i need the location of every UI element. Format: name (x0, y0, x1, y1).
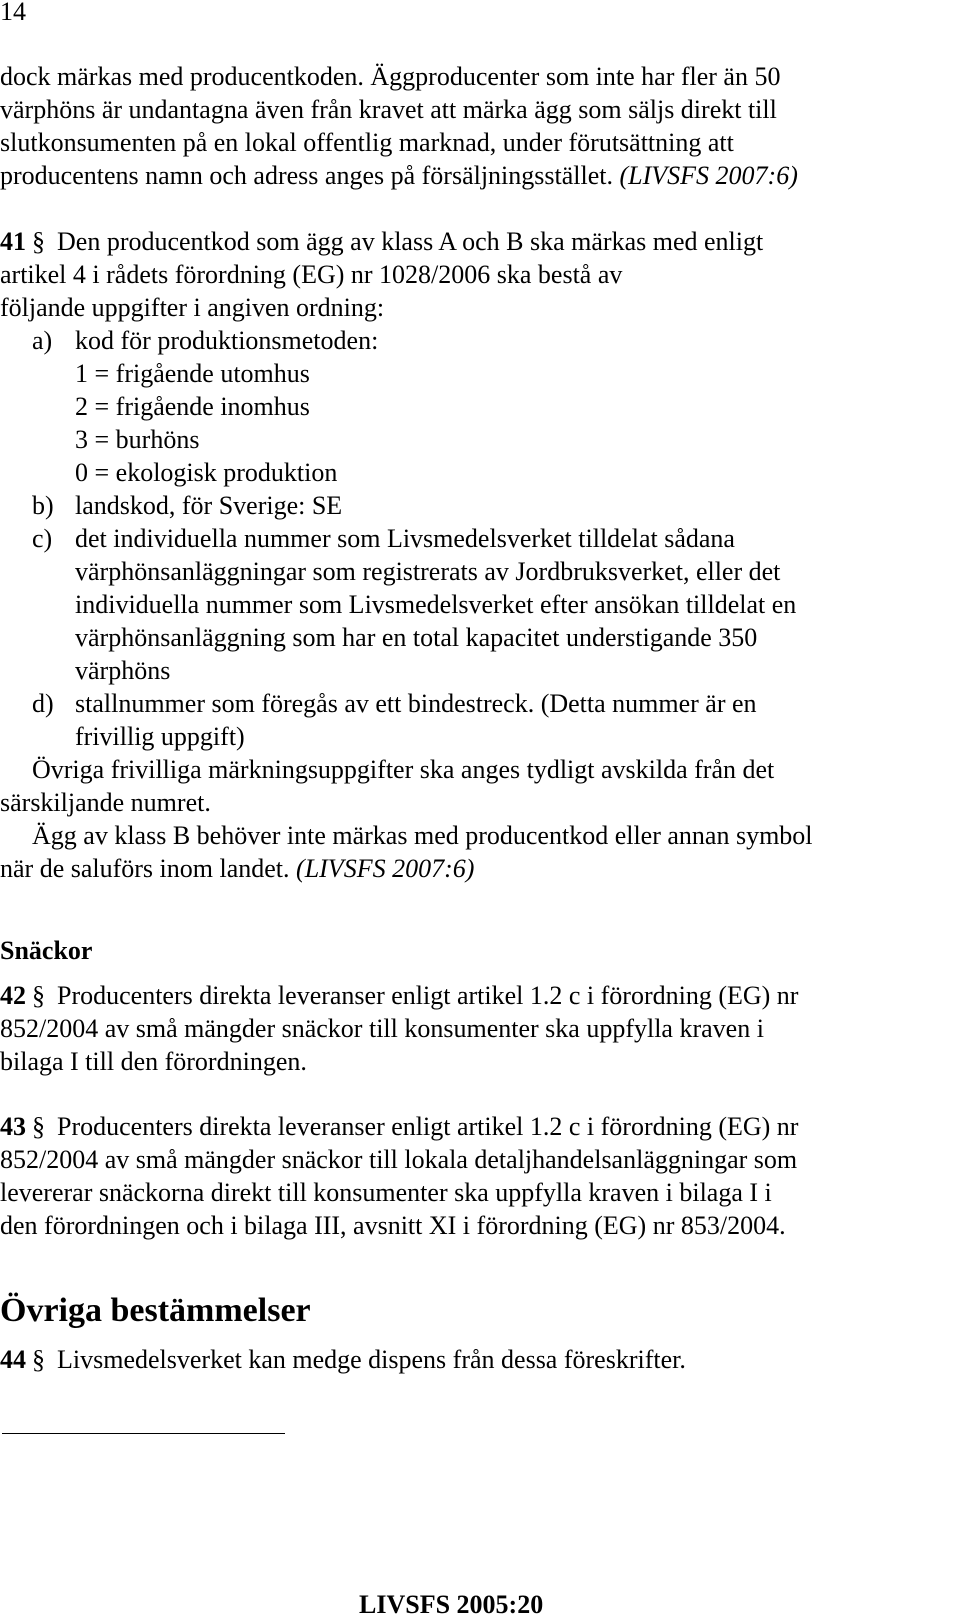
intro-line-4-text: producentens namn och adress anges på försäljningsstället. (0, 161, 613, 190)
item-b-text: landskod, för Sverige: SE (75, 491, 343, 520)
item-d-line-2: frivillig uppgift) (75, 722, 245, 751)
para41-closing-2: särskiljande numret. (0, 788, 211, 817)
intro-line-2: värphöns är undantagna även från kravet att märka ägg som säljs direkt till (0, 95, 777, 124)
para43-line-1 (0, 1111, 798, 1143)
para41-citation: (LIVSFS 2007:6) (296, 854, 475, 883)
method-code-1: 1 = frigående utomhus (75, 359, 310, 388)
method-code-2: 2 = frigående inomhus (75, 392, 310, 421)
para41-number: 41 (0, 227, 26, 256)
item-a-marker: a) (32, 326, 53, 355)
footer-code: LIVSFS 2005:20 (359, 1590, 544, 1619)
para42-number: 42 (0, 981, 26, 1010)
item-c-line-3: individuella nummer som Livsmedelsverket efter ansökan tilldelat en (75, 590, 797, 619)
item-c-line-5: värphöns (75, 656, 171, 685)
para41-closing-3: Ägg av klass B behöver inte märkas med producentkod eller annan symbol (32, 821, 813, 850)
para41-line-1 (0, 226, 763, 258)
heading-ovriga: Övriga bestämmelser (0, 1292, 311, 1329)
para43-line-4: den förordningen och i bilaga III, avsnitt XI i förordning (EG) nr 853/2004. (0, 1211, 786, 1240)
method-code-0: 0 = ekologisk produktion (75, 458, 338, 487)
para44-number: 44 (0, 1345, 26, 1374)
section-symbol: § (32, 981, 45, 1010)
para43-line-3: levererar snäckorna direkt till konsumenter ska uppfylla kraven i bilaga I i (0, 1178, 772, 1207)
heading-snackor: Snäckor (0, 936, 93, 965)
section-symbol: § (32, 1112, 45, 1141)
para42-line-3: bilaga I till den förordningen. (0, 1047, 307, 1076)
para41-line-2: artikel 4 i rådets förordning (EG) nr 1028/2006 ska bestå av (0, 260, 623, 289)
intro-citation: (LIVSFS 2007:6) (619, 161, 798, 190)
para41-line-3: följande uppgifter i angiven ordning: (0, 293, 385, 322)
item-b-marker: b) (32, 491, 54, 520)
para41-closing-4 (0, 853, 474, 885)
item-c-line-1: det individuella nummer som Livsmedelsverket tilldelat sådana (75, 524, 735, 553)
intro-line-4 (0, 160, 798, 192)
para42-text-1: Producenters direkta leveranser enligt artikel 1.2 c i förordning (EG) nr (57, 981, 799, 1010)
intro-line-1: dock märkas med producentkoden. Äggproducenter som inte har fler än 50 (0, 62, 781, 91)
para41-closing-1: Övriga frivilliga märkningsuppgifter ska anges tydligt avskilda från det (32, 755, 775, 784)
footnote-rule (2, 1433, 285, 1434)
item-c-line-2: värphönsanläggningar som registrerats av Jordbruksverket, eller det (75, 557, 781, 586)
item-a-text: kod för produktionsmetoden: (75, 326, 379, 355)
item-d-marker: d) (32, 689, 54, 718)
para43-line-2: 852/2004 av små mängder snäckor till lokala detaljhandelsanläggningar som (0, 1145, 798, 1174)
para43-number: 43 (0, 1112, 26, 1141)
section-symbol: § (32, 1345, 45, 1374)
item-c-marker: c) (32, 524, 53, 553)
section-symbol: § (32, 227, 45, 256)
item-d-line-1: stallnummer som föregås av ett bindestreck. (Detta nummer är en (75, 689, 757, 718)
para44-line-1 (0, 1344, 686, 1376)
para42-line-2: 852/2004 av små mängder snäckor till konsumenter ska uppfylla kraven i (0, 1014, 764, 1043)
para41-text-1: Den producentkod som ägg av klass A och B ska märkas med enligt (57, 227, 764, 256)
method-code-3: 3 = burhöns (75, 425, 200, 454)
item-c-line-4: värphönsanläggning som har en total kapacitet understigande 350 (75, 623, 758, 652)
page-number: 14 (0, 0, 26, 26)
para43-text-1: Producenters direkta leveranser enligt artikel 1.2 c i förordning (EG) nr (57, 1112, 799, 1141)
para44-text: Livsmedelsverket kan medge dispens från dessa föreskrifter. (57, 1345, 686, 1374)
para41-closing-4-text: när de saluförs inom landet. (0, 854, 290, 883)
para42-line-1 (0, 980, 798, 1012)
intro-line-3: slutkonsumenten på en lokal offentlig marknad, under förutsättning att (0, 128, 734, 157)
